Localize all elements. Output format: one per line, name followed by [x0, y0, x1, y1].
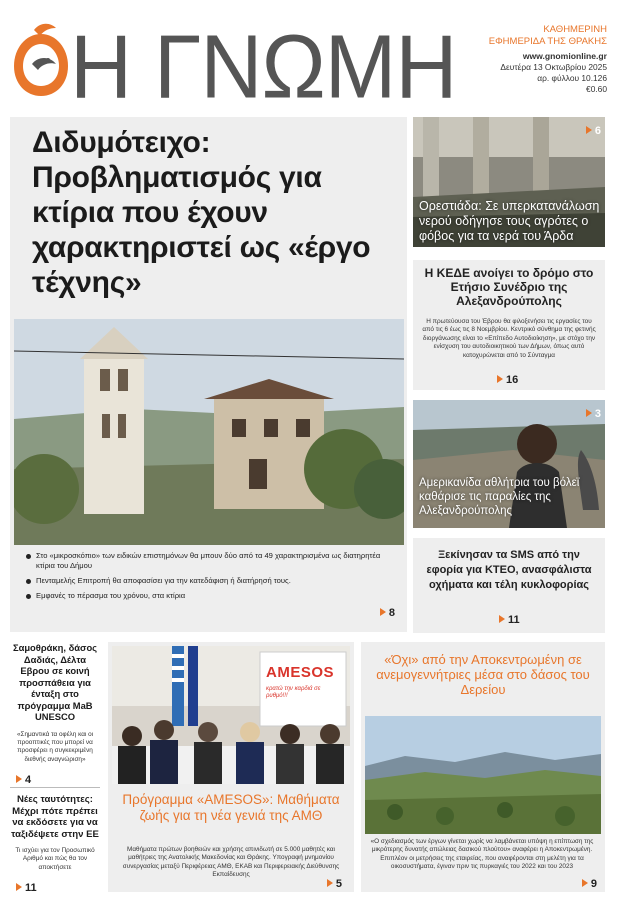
- amesos-banner-title: AMESOS: [266, 664, 335, 681]
- lead-bullet: Πενταμελής Επιτροπή θα αποφασίσει για την κατεδάφιση ή διατήρησή τους.: [26, 576, 396, 586]
- page-arrow-icon: [327, 879, 333, 887]
- unesco-page-ref[interactable]: [10, 770, 100, 788]
- lead-photo-church: [14, 319, 404, 545]
- lead-story[interactable]: [10, 117, 407, 632]
- dereio-page-ref[interactable]: [582, 874, 597, 892]
- page-number: 8: [388, 607, 395, 619]
- kede-body: Η πρωτεύουσα του Έβρου θα φιλοξενήσει τις εργασίες του από τις 6 έως τις 8 Νοεμβρίου. Κεντρικό σύνθημα της φετινής διοργάνωσης είναι το «Επίπεδο Αυτοδιοίκηση», με στόχο την ενίσχυση του αυτοδιοικητικού των Δήμων, όπως αυτό κατοχυρώνεται από το Σύνταγμα: [422, 318, 596, 359]
- kede-page-ref[interactable]: [497, 370, 518, 388]
- orestiada-caption: Ορεστιάδα: Σε υπερκατανάλωση νερού οδήγησε τους αγρότες ο φόβος για τα νερά του Άρδα: [419, 199, 600, 243]
- amesos-banner-sub: κρατώ την καρδιά σε ρυθμό!!!: [266, 686, 321, 699]
- page-number: 3: [594, 408, 601, 420]
- athlete-story[interactable]: [413, 400, 605, 528]
- page-number: 11: [508, 614, 520, 626]
- amesos-page-ref[interactable]: [327, 874, 342, 892]
- page-number: 6: [594, 125, 601, 137]
- lead-bullet: Εμφανές το πέρασμα του χρόνου, στα κτίρια: [26, 591, 396, 601]
- page-arrow-icon: [16, 775, 22, 783]
- kede-story[interactable]: [413, 260, 605, 390]
- page-arrow-icon: [499, 615, 505, 623]
- page-number: 16: [506, 374, 519, 386]
- page-arrow-icon: [586, 409, 592, 417]
- amesos-body: Μαθήματα πρώτων βοηθειών και χρήσης απινιδωτή σε 5.000 μαθητές και μαθήτριες της Ανατολικής Μακεδονίας και Θράκης. Υπογραφή μνημονίου συνεργασίας μεταξύ Περιφέρειας ΑΜΘ, ΕΚΑΒ και Περιφερειακής Διεύθυνσης Εκπαίδευσης: [122, 846, 340, 879]
- bird-logo-icon: [10, 20, 72, 100]
- ids-page-ref[interactable]: [10, 878, 100, 896]
- page-number: 9: [590, 878, 597, 890]
- orestiada-story[interactable]: [413, 117, 605, 247]
- page-arrow-icon: [497, 375, 503, 383]
- lead-bullet: Στο «μικροσκόπιο» των ειδικών επιστημόνων θα μπουν δύο από τα 49 χαρακτηρισμένα ως διατηρητέα κτίρια του Δήμου: [26, 551, 396, 571]
- amesos-headline[interactable]: Πρόγραμμα «AMESOS»: Μαθήματα ζωής για τη νέα γενιά της ΑΜΘ: [122, 792, 340, 823]
- dereio-forest-photo: [365, 716, 601, 834]
- unesco-body: «Σημαντικά τα οφέλη και οι προοπτικές που μπορεί να προσφέρει η συγκεκριμένη διεθνής αναγνώριση»: [16, 730, 94, 763]
- dereio-headline[interactable]: «Όχι» από την Αποκεντρωμένη σε ανεμογεννήτριες μέσα στο δάσος του Δερείου: [376, 652, 590, 697]
- issue-number: αρ. φύλλου 10.126: [537, 73, 607, 83]
- ktel-page-ref[interactable]: [499, 610, 520, 628]
- ktel-story[interactable]: [413, 538, 605, 633]
- dereio-story[interactable]: [361, 642, 605, 892]
- athlete-page-ref[interactable]: [586, 404, 601, 422]
- lead-bullets: [26, 551, 396, 606]
- dereio-body: «Ο σχεδιασμός των έργων γίνεται χωρίς να λαμβάνεται υπόψη η επίπτωση της μικρότερης δυνατής απώλειας δασικού πλούτου» αναφέρει η Αποκεντρωμένη. Επιπλέον οι μετρήσεις της εταιρείας, που αναφέρονται στη μελέτη για τα οικοσυστήματα, έγιναν πριν τις πυρκαγιές του 2022 και του 2023: [370, 838, 594, 871]
- column-divider: [10, 787, 100, 788]
- page-arrow-icon: [582, 879, 588, 887]
- tagline-1: ΚΑΘΗΜΕΡΙΝΗ: [543, 24, 607, 35]
- page-arrow-icon: [380, 608, 386, 616]
- ktel-headline[interactable]: Ξεκίνησαν τα SMS από την εφορία για ΚΤΕΟ, ανασφάλιστα οχήματα και τέλη κυκλοφορίας: [426, 549, 592, 591]
- ids-story[interactable]: [10, 794, 100, 894]
- masthead: [0, 0, 629, 118]
- page-number: 4: [25, 774, 32, 787]
- masthead-title: Η ΓΝΩΜΗ: [70, 16, 457, 118]
- price: €0.60: [586, 84, 607, 94]
- lead-page-ref[interactable]: [380, 603, 395, 621]
- tagline-2: ΕΦΗΜΕΡΙΔΑ ΤΗΣ ΘΡΑΚΗΣ: [488, 36, 607, 47]
- lead-headline[interactable]: Διδυμότειχο: Προβληματισμός για κτίρια που έχουν χαρακτηριστεί ως «έργο τέχνης»: [32, 126, 371, 299]
- issue-date: Δευτέρα 13 Οκτωβρίου 2025: [500, 62, 607, 72]
- ids-body: Τι ισχύει για τον Προσωπικό Αριθμό και πώς θα τον αποκτήσετε: [15, 847, 95, 871]
- page-number: 11: [25, 882, 37, 895]
- page-arrow-icon: [586, 126, 592, 134]
- athlete-caption: Αμερικανίδα αθλήτρια του βόλεϊ καθάρισε τις παραλίες της Αλεξανδρούπολης: [419, 477, 580, 517]
- page-arrow-icon: [16, 883, 22, 891]
- masthead-info: [467, 24, 607, 95]
- website[interactable]: www.gnomionline.gr: [522, 51, 607, 61]
- unesco-headline[interactable]: Σαμοθράκη, δάσος Δαδιάς, Δέλτα Εβρου σε κοινή προσπάθεια για ένταξη στο πρόγραμμα MaB UNESCO: [12, 642, 98, 722]
- page-number: 5: [335, 878, 342, 890]
- ids-headline[interactable]: Νέες ταυτότητες: Μέχρι πότε πρέπει να εκδόσετε για να ταξιδέψετε στην ΕΕ: [11, 794, 99, 840]
- orestiada-page-ref[interactable]: [586, 121, 601, 139]
- kede-headline[interactable]: Η ΚΕΔΕ ανοίγει το δρόμο στο Ετήσιο Συνέδριο της Αλεξανδρούπολης: [424, 266, 594, 308]
- amesos-story[interactable]: [108, 642, 354, 892]
- unesco-story[interactable]: [10, 642, 100, 787]
